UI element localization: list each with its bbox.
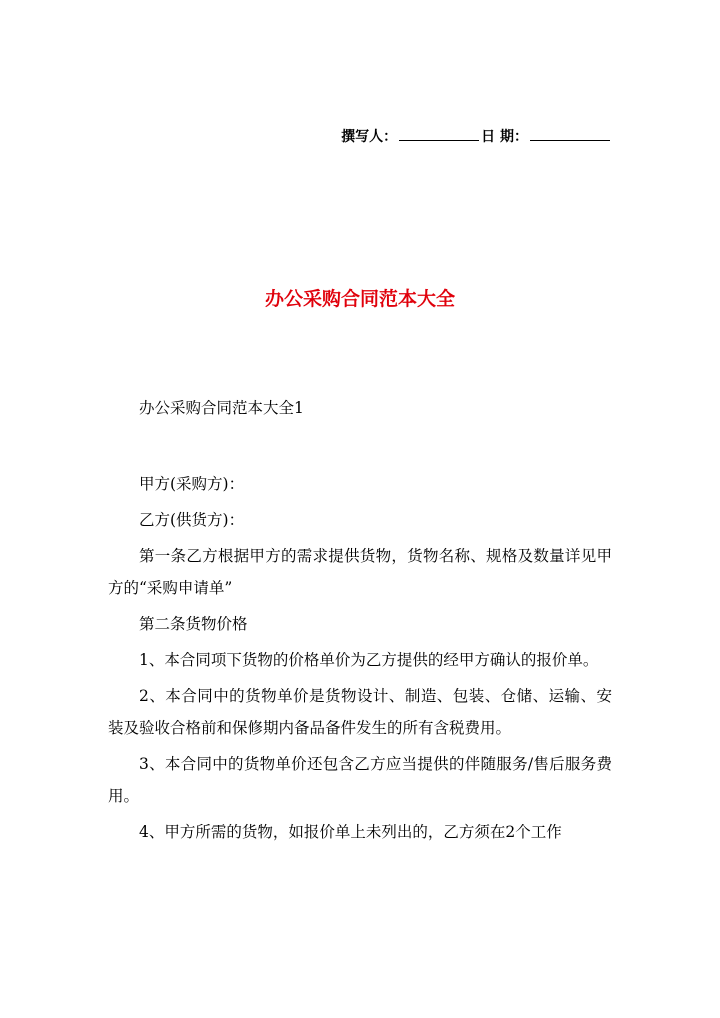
date-label: 日 期： [481,129,528,145]
author-label: 撰写人： [341,129,398,145]
contract-body [108,468,612,848]
author-blank [399,126,479,141]
document-title: 办公采购合同范本大全 [264,288,455,310]
date-blank [530,126,610,141]
section-heading: 办公采购合同范本大全1 [139,399,304,417]
paragraph: 2、本合同中的货物单价是货物设计、制造、包装、仓储、运输、安装及验收合格前和保修期内备品备件发生的所有含税费用。 [108,687,612,737]
author-date-line [341,126,612,147]
paragraph: 第一条乙方根据甲方的需求提供货物，货物名称、规格及数量详见甲方的“采购申请单” [108,547,612,597]
paragraph: 3、本合同中的货物单价还包含乙方应当提供的伴随服务/售后服务费用。 [108,755,612,805]
paragraph: 乙方(供货方)： [139,511,245,529]
paragraph: 甲方(采购方)： [139,475,245,493]
paragraph: 4、甲方所需的货物，如报价单上未列出的，乙方须在2个工作 [139,823,562,841]
paragraph: 1、本合同项下货物的价格单价为乙方提供的经甲方确认的报价单。 [139,651,599,669]
section-heading-block [108,392,612,424]
paragraph: 第二条货物价格 [139,615,248,633]
